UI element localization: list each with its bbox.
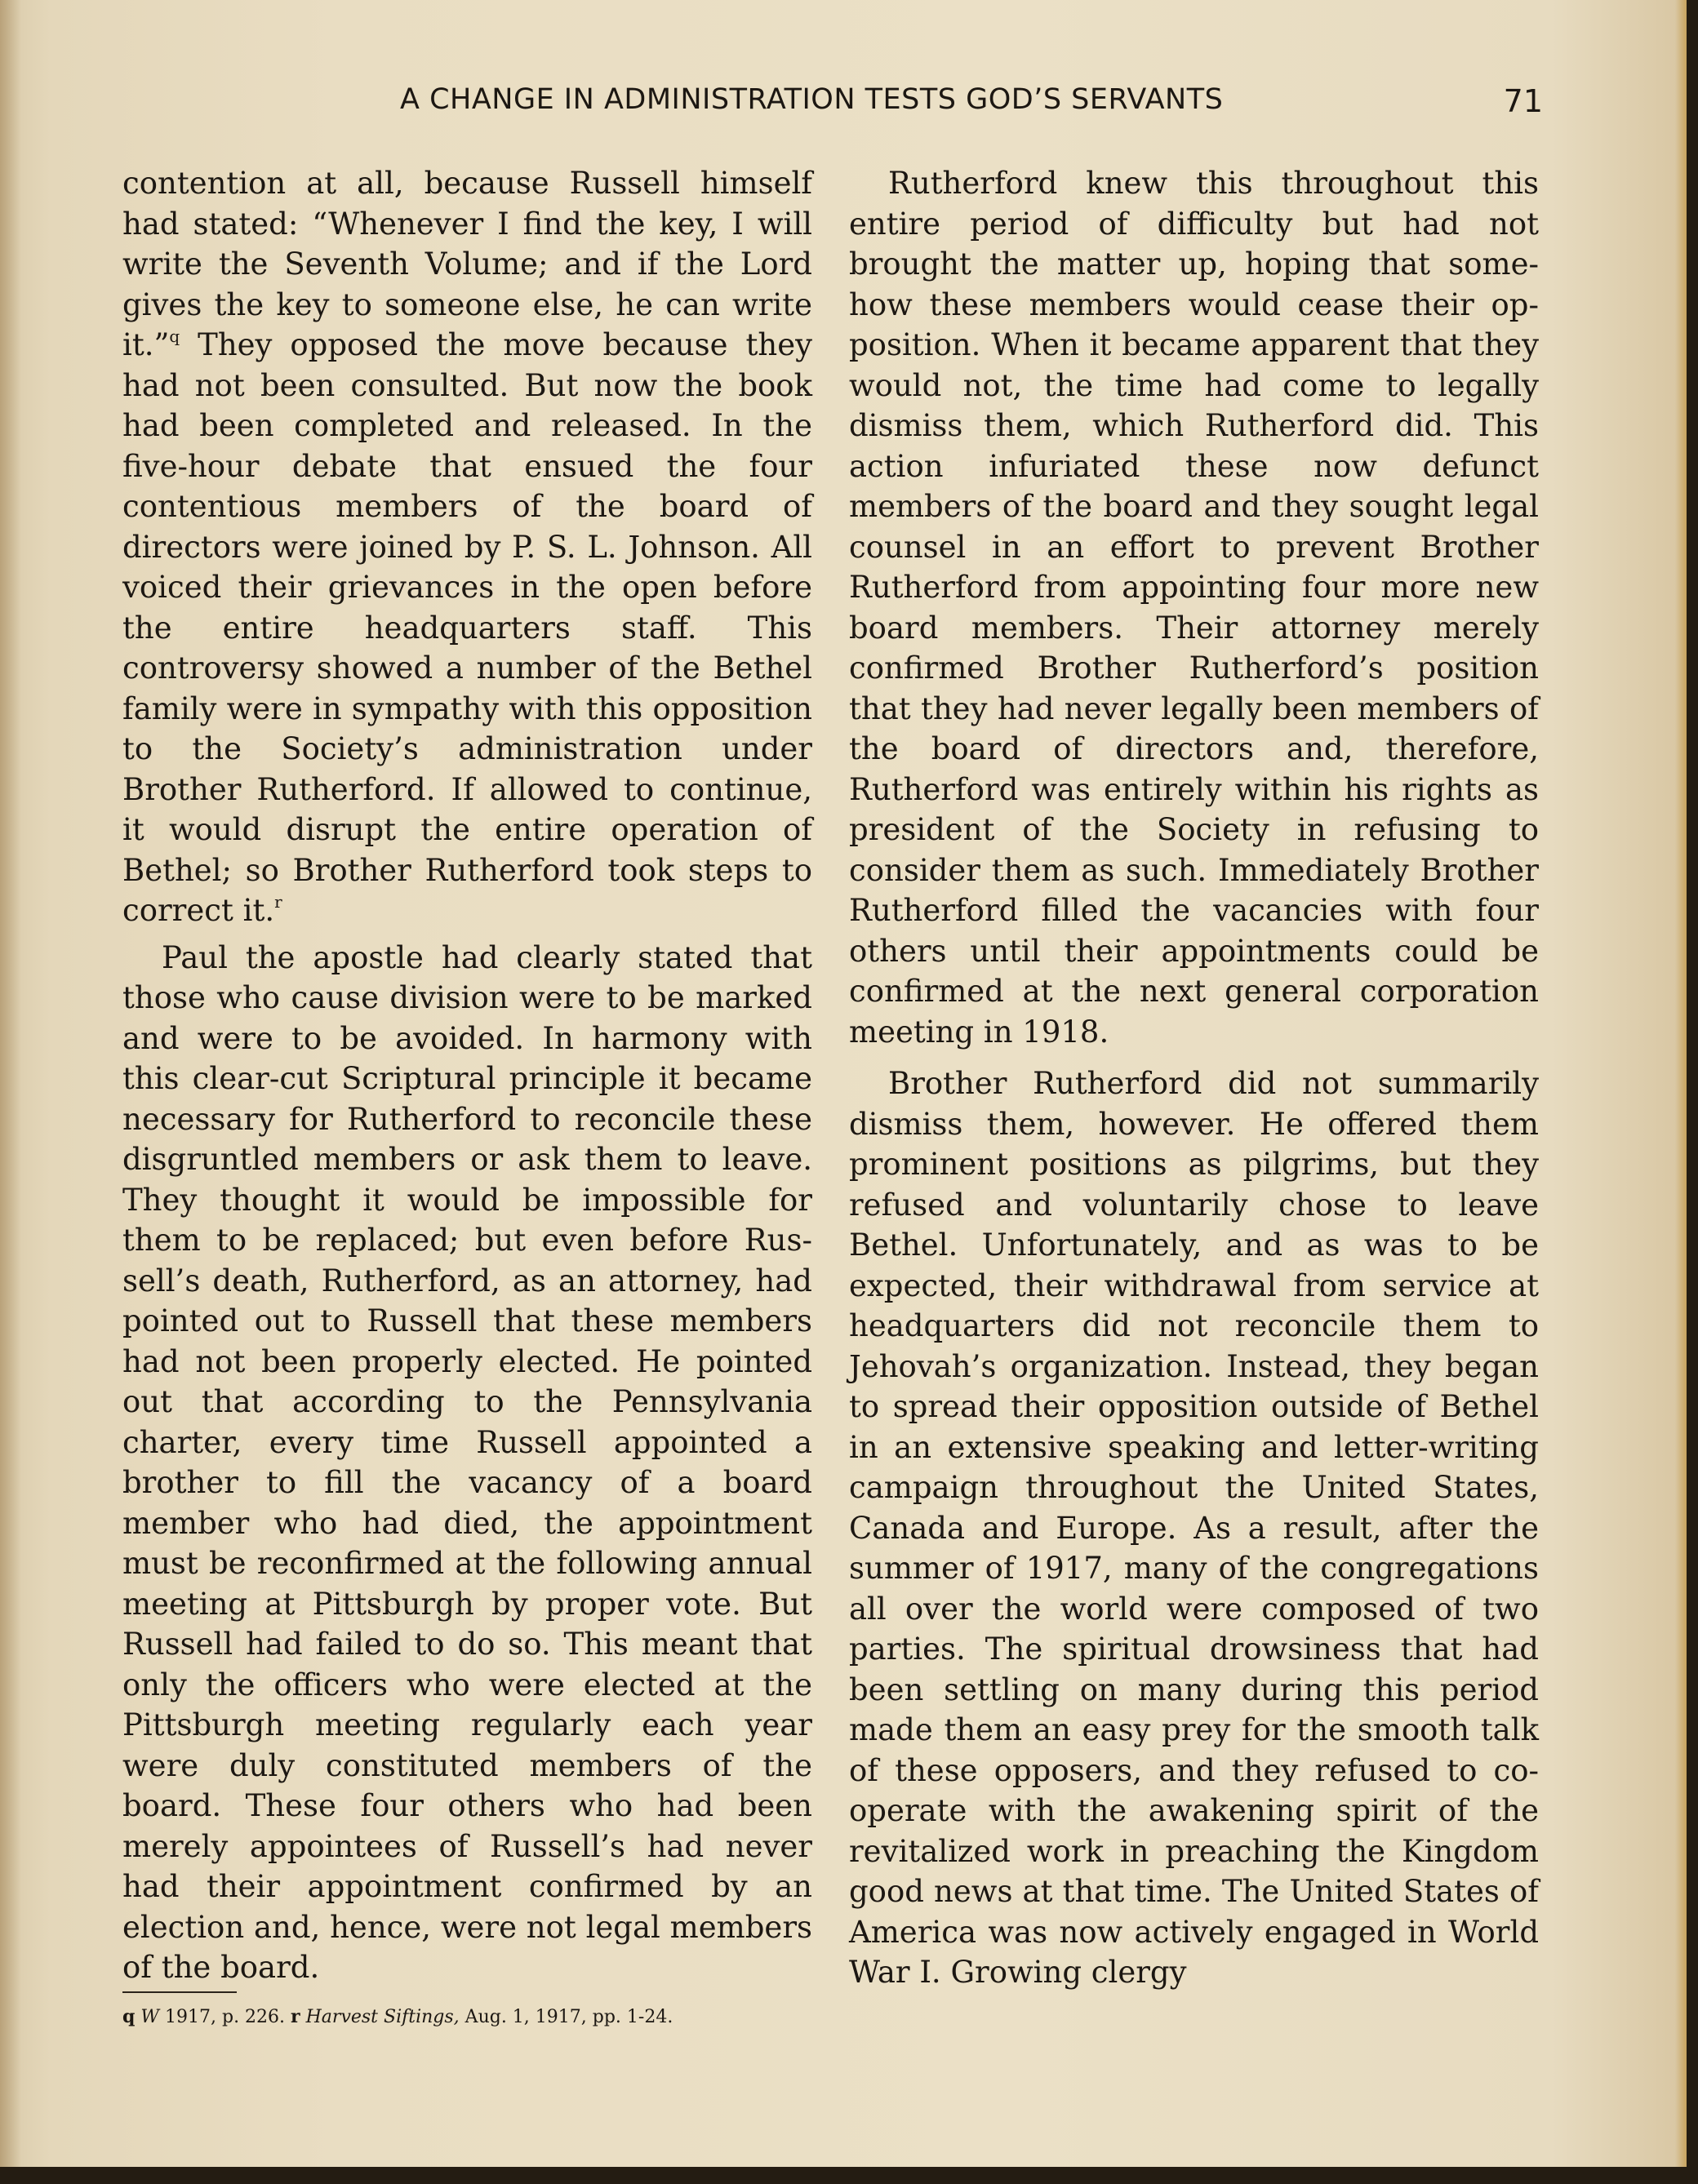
footnotes: [122, 2006, 673, 2027]
footnote-rule: [122, 1991, 237, 1993]
running-title: A CHANGE IN ADMINISTRATION TESTS GOD’S SERVANTS: [400, 83, 1224, 116]
paragraph: Brother Rutherford did not summarily dismiss them, however. He offered them prominent positions as pilgrims, but they refused and voluntarily chose to leave Bethel. Unfortunately, and as was to be expected, their withdrawal from service at headquarters did not reconcile them to Jehovah’s organization. Instead, they began to spread their opposition outside of Bethel in an extensive speaking and letter-writing campaign throughout the United States, Canada and Europe. As a result, after the summer of 1917, many of the congregations all over the world were composed of two parties. The spiritual drowsiness that had been settling on many during this period made them an easy prey for the smooth talk of these opposers, and they refused to co-operate with the awakening spirit of the revitalized work in preaching the Kingdom good news at that time. The United States of America was now actively engaged in World War I. Growing clergy: [849, 1066, 1539, 1990]
page-header: [122, 83, 1543, 132]
paragraph-text: contention at all, because Russell himself had stated: “Whenever I find the key, I will write the Seventh Volume; and if the Lord gives the key to someone else, he can write it.”: [122, 166, 812, 362]
page-edge: [1675, 0, 1687, 2167]
paragraph: Paul the apostle had clearly stated that those who cause division were to be marked and were to be avoided. In harmony with this clear-cut Scriptural principle it became necessary for Rutherford to reconcile these disgruntled members or ask them to leave. They thought it would be impossible for them to be replaced; but even before Russell’s death, Rutherford, as an attorney, had pointed out to Russell that these members had not been properly elected. He pointed out that according to the Pennsylvania charter, every time Russell appointed a brother to fill the vacancy of a board member who had died, the appointment must be reconfirmed at the following annual meeting at Pittsburgh by proper vote. But Russell had failed to do so. This meant that only the officers who were elected at the Pittsburgh meeting regularly each year were duly constituted members of the board. These four others who had been merely appointees of Russell’s had never had their appointment confirmed by an election and, hence, were not legal members of the board.: [122, 939, 812, 1985]
footnote-detail-r: Aug. 1, 1917, pp. 1-24.: [459, 2007, 673, 2027]
paragraph-text: They opposed the move because they had not been consulted. But now the book had been completed and released. In the five-hour debate that ensued the four contentious members of the board of directors were joined by P. S. L. Johnson. All voiced their grievances in the open before the entire headquarters staff. This controversy showed a number of the Bethel family were in sympathy with this opposition to the Society’s administration under Brother Rutherford. If allowed to continue, it would disrupt the entire operation of Bethel; so Brother Rutherford took steps to correct it.: [122, 327, 812, 928]
page-number: 71: [1503, 83, 1543, 119]
footnote-source-r: Harvest Siftings,: [305, 2007, 460, 2027]
left-column: [122, 163, 812, 1995]
footnote-marker-r: r: [291, 2006, 300, 2027]
footnote-source-q: W: [140, 2007, 160, 2027]
paragraph: [122, 163, 812, 931]
footnote-marker-q: q: [122, 2006, 136, 2027]
footnote-ref-q: q: [169, 326, 180, 346]
footnote-ref-r: r: [274, 892, 282, 912]
spine-shadow: [0, 0, 21, 2167]
paragraph: Rutherford knew this throughout this entire period of difficulty but had not brought the matter up, hoping that somehow these members would cease their opposition. When it became apparent that they would not, the time had come to legally dismiss them, which Rutherford did. This action infuriated these now defunct members of the board and they sought legal counsel in an effort to prevent Brother Rutherford from appointing four more new board members. Their attorney merely confirmed Brother Rutherford’s position that they had never legally been members of the board of directors and, therefore, Rutherford was entirely within his rights as president of the Society in refusing to consider them as such. Immediately Brother Rutherford filled the vacancies with four others until their appointments could be confirmed at the next general corporation meeting in 1918.: [849, 166, 1539, 1050]
right-column: [849, 163, 1539, 2000]
footnote-detail-q: 1917, p. 226.: [159, 2007, 291, 2027]
